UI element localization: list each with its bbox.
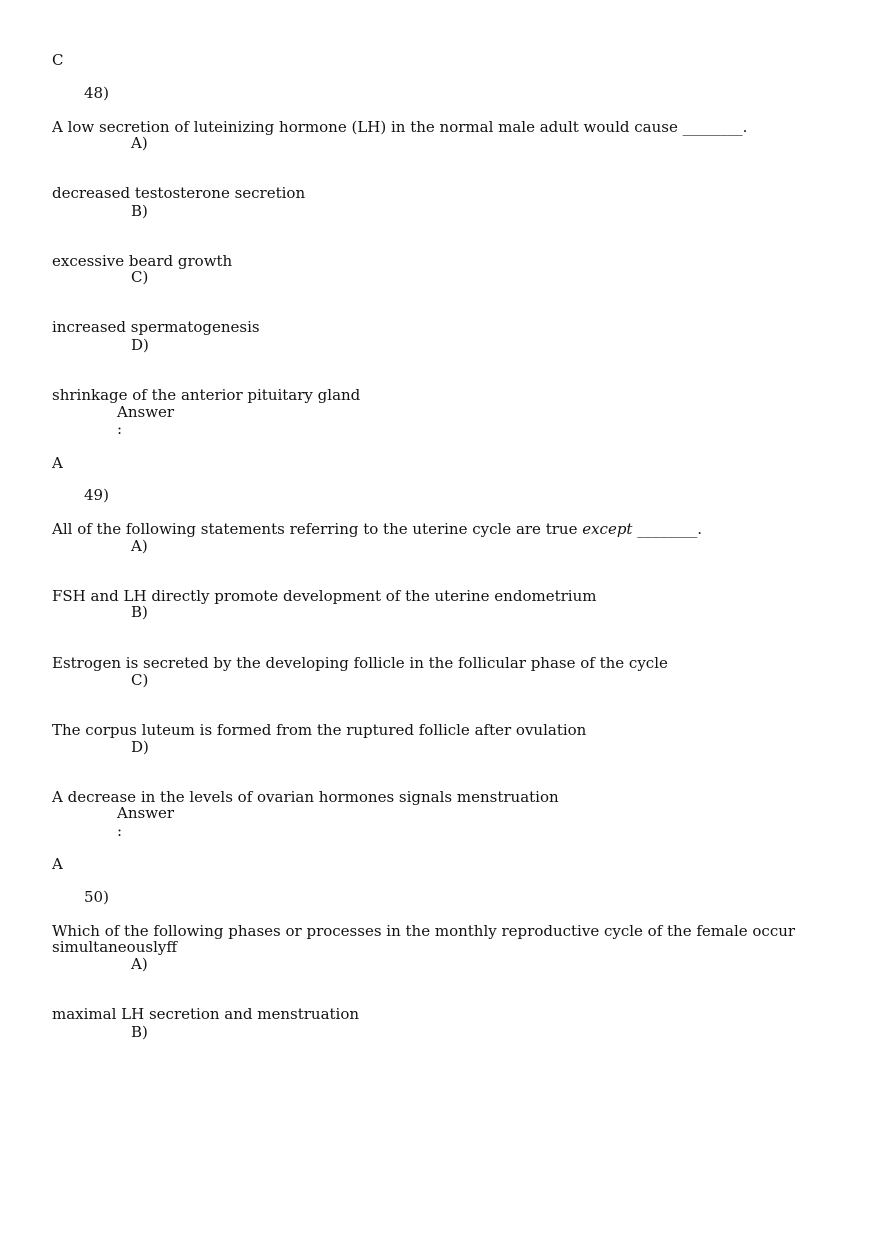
previous-answer-letter: C <box>52 51 64 69</box>
option-text: maximal LH secretion and menstruation <box>52 1005 360 1023</box>
option-letter: B) <box>131 603 148 621</box>
option-letter: C) <box>131 671 149 689</box>
question-text-line-1: Which of the following phases or processes in the monthly reproductive cycle of the female occur <box>52 922 796 940</box>
option-text: shrinkage of the anterior pituitary gland <box>52 386 361 404</box>
option-text: decreased testosterone secretion <box>52 184 306 202</box>
option-text: increased spermatogenesis <box>52 318 260 336</box>
option-text: excessive beard growth <box>52 252 233 270</box>
question-text: A low secretion of luteinizing hormone (LH) in the normal male adult would cause ________. <box>52 118 748 136</box>
option-text: The corpus luteum is formed from the ruptured follicle after ovulation <box>52 721 587 739</box>
question-text <box>52 521 702 538</box>
option-letter: C) <box>131 268 149 286</box>
option-letter: A) <box>131 134 148 152</box>
answer-letter: A <box>52 454 63 472</box>
option-letter: A) <box>131 955 148 973</box>
answer-letter: A <box>52 855 63 873</box>
answer-label: Answer <box>117 403 175 421</box>
answer-label: Answer <box>117 804 175 822</box>
option-text: FSH and LH directly promote development of the uterine endometrium <box>52 587 597 605</box>
option-letter: B) <box>131 202 148 220</box>
question-text-line-2: simultaneouslyff <box>52 938 178 956</box>
question-number: 48) <box>84 84 109 102</box>
option-letter: D) <box>131 738 149 756</box>
question-text-part: ________. <box>632 520 703 538</box>
option-letter: B) <box>131 1023 148 1041</box>
question-emphasis: except <box>582 520 633 538</box>
option-text: Estrogen is secreted by the developing follicle in the follicular phase of the cycle <box>52 654 668 672</box>
option-letter: D) <box>131 336 149 354</box>
question-text-part: All of the following statements referring to the uterine cycle are true <box>52 520 583 538</box>
answer-colon: : <box>117 822 123 840</box>
question-number: 49) <box>84 486 109 504</box>
question-number: 50) <box>84 888 109 906</box>
option-text: A decrease in the levels of ovarian hormones signals menstruation <box>52 788 559 806</box>
answer-colon: : <box>117 420 123 438</box>
option-letter: A) <box>131 537 148 555</box>
